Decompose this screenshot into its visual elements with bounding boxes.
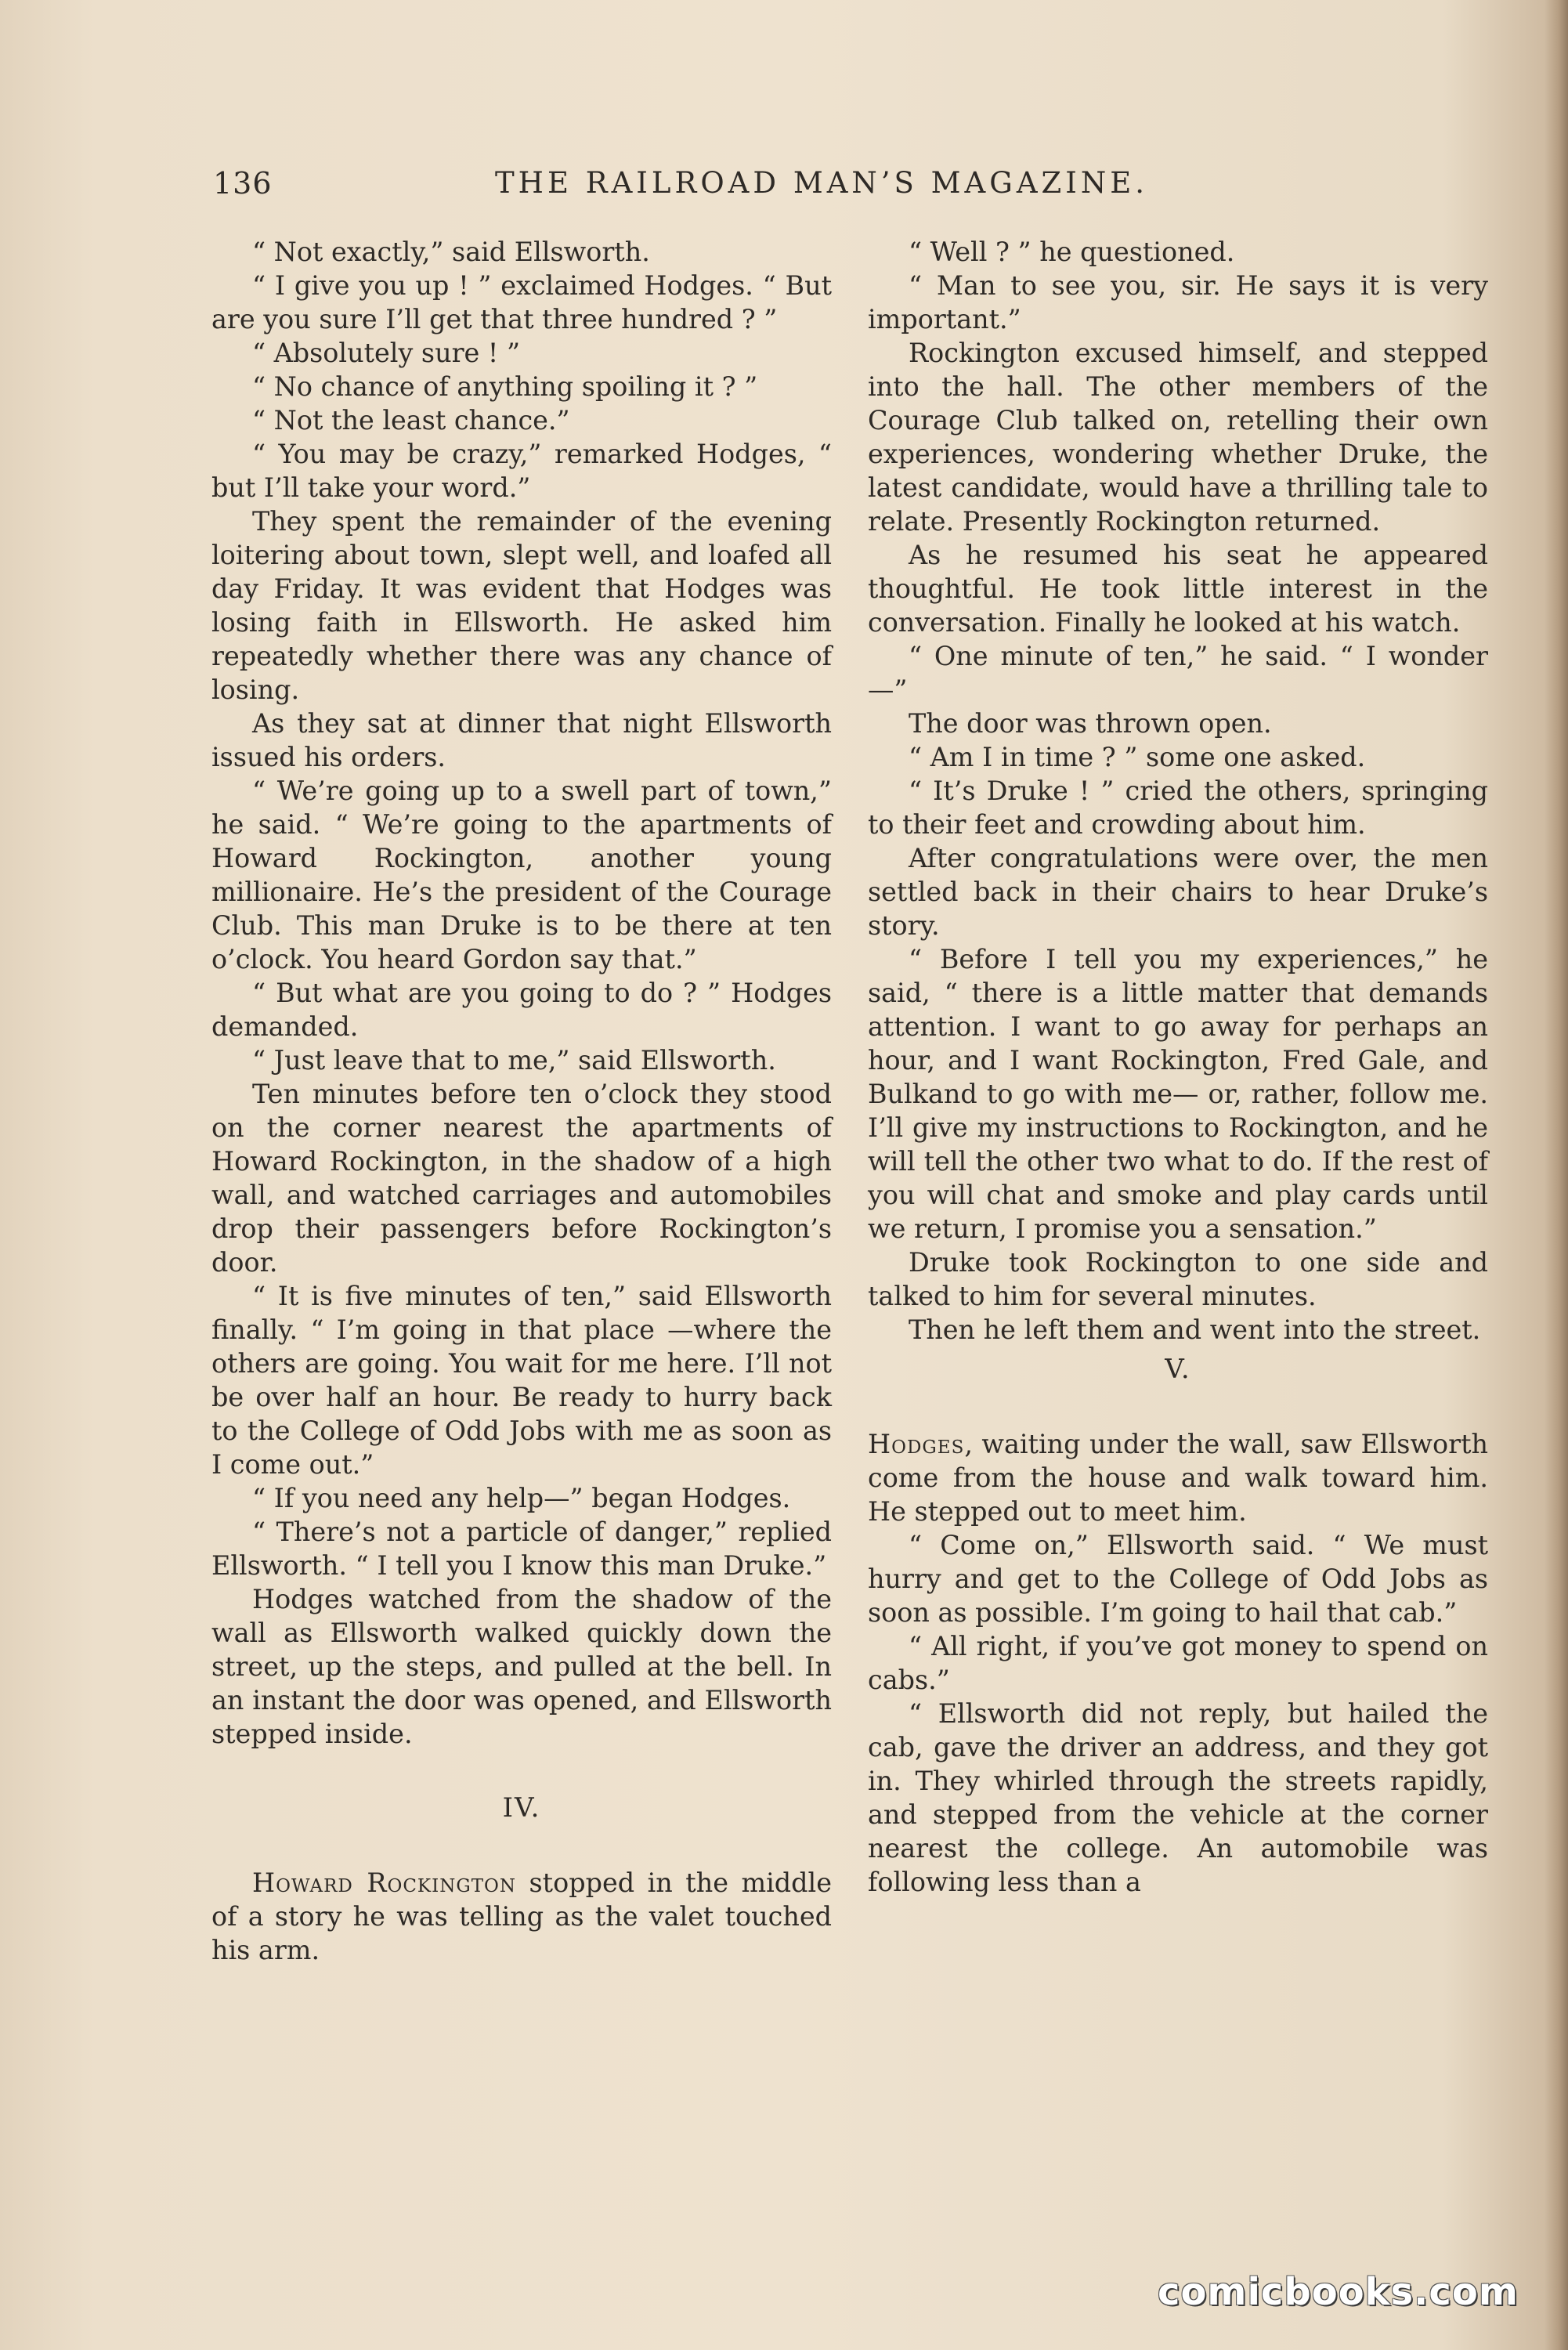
- paragraph: Then he left them and went into the street.: [909, 1314, 1481, 1345]
- paragraph: “ You may be crazy,” remarked Hodges, “ but I’ll take your word.”: [211, 439, 832, 503]
- paragraph: Druke took Rockington to one side and talked to him for several minutes.: [868, 1247, 1488, 1311]
- section-v-lead-text: , waiting under the wall, saw Ellsworth come from the house and walk toward him. He stepped out to meet him.: [868, 1429, 1488, 1527]
- paragraph: “ There’s not a particle of danger,” replied Ellsworth. “ I tell you I know this man Druke.”: [211, 1517, 832, 1581]
- paragraph: Hodges watched from the shadow of the wall as Ellsworth walked quickly down the street, up the steps, and pulled at the bell. In an instant the door was opened, and Ellsworth stepped inside.: [211, 1584, 832, 1749]
- paragraph: “ If you need any help—” began Hodges.: [252, 1483, 791, 1513]
- section-iv-lead-name: Howard Rockington: [252, 1867, 517, 1898]
- paragraph: They spent the remainder of the evening loitering about town, slept well, and loafed all day Friday. It was evident that Hodges was losing faith in Ellsworth. He asked him repeatedly whether there was any chance of losing.: [211, 506, 832, 705]
- paragraph: As he resumed his seat he appeared thoughtful. He took little interest in the conversation. Finally he looked at his watch.: [868, 540, 1488, 638]
- paragraph: “ But what are you going to do ? ” Hodges demanded.: [211, 978, 832, 1042]
- section-heading-iv: IV.: [502, 1792, 541, 1824]
- paragraph: “ Come on,” Ellsworth said. “ We must hurry and get to the College of Odd Jobs as soon as possible. I’m going to hail that cab.”: [868, 1530, 1488, 1628]
- paragraph: “ Ellsworth did not reply, but hailed the cab, gave the driver an address, and they got in. They whirled through the streets rapidly, and stepped from the vehicle at the corner nearest the college. An automobile was following less than a: [868, 1698, 1488, 1897]
- section-heading-v: V.: [1165, 1354, 1191, 1385]
- paragraph: “ Not exactly,” said Ellsworth.: [252, 237, 650, 267]
- section-iv-lead-text: stopped in the middle of a story he was telling as the valet touched his arm.: [211, 1867, 832, 1965]
- paragraph: “ We’re going up to a swell part of town,” he said. “ We’re going to the apartments of Howard Rockington, another young millionaire. He’s the president of the Courage Club. This man Druke is to be there at ten o’clock. You heard Gordon say that.”: [211, 776, 832, 974]
- paragraph: “ Absolutely sure ! ”: [252, 338, 521, 368]
- paragraph: Rockington excused himself, and stepped into the hall. The other members of the Courage Club talked on, retelling their own experiences, wondering whether Druke, the latest candidate, would have a thrilling tale to relate. Presently Rockington returned.: [868, 338, 1488, 537]
- paragraph: “ All right, if you’ve got money to spend on cabs.”: [868, 1631, 1488, 1695]
- page-number: 136: [213, 166, 273, 201]
- paragraph: After congratulations were over, the men settled back in their chairs to hear Druke’s story.: [868, 843, 1488, 941]
- section-v-lead-paragraph: [868, 1427, 1488, 1528]
- running-title: THE RAILROAD MAN’S MAGAZINE.: [495, 166, 1149, 200]
- paragraph: “ Not the least chance.”: [252, 405, 570, 436]
- paragraph: “ Before I tell you my experiences,” he said, “ there is a little matter that demands attention. I want to go away for perhaps an hour, and I want Rockington, Fred Gale, and Bulkand to go with me— or, rather, follow me. I’ll give my instructions to Rockington, and he will tell the other two what to do. If the rest of you will chat and smoke and play cards until we return, I promise you a sensation.”: [868, 944, 1488, 1244]
- left-column: [211, 235, 832, 1967]
- paragraph: “ No chance of anything spoiling it ? ”: [252, 371, 758, 402]
- section-v-lead-name: Hodges: [868, 1429, 965, 1459]
- paragraph: “ It’s Druke ! ” cried the others, springing to their feet and crowding about him.: [868, 776, 1488, 840]
- paragraph: “ It is five minutes of ten,” said Ellsworth finally. “ I’m going in that place —where the others are going. You wait for me here. I’ll not be over half an hour. Be ready to hurry back to the College of Odd Jobs with me as soon as I come out.”: [211, 1281, 832, 1480]
- section-iv-lead-paragraph: [211, 1866, 832, 1967]
- paragraph: “ Just leave that to me,” said Ellsworth.: [252, 1045, 776, 1076]
- page-edge-shadow: [1545, 0, 1568, 2350]
- paragraph: “ Am I in time ? ” some one asked.: [909, 742, 1366, 772]
- site-watermark: comicbooks.com: [1158, 2270, 1519, 2314]
- page-header: [213, 166, 1496, 213]
- right-column: [868, 235, 1488, 1899]
- paragraph: Ten minutes before ten o’clock they stood on the corner nearest the apartments of Howard Rockington, in the shadow of a high wall, and watched carriages and automobiles drop their passengers before Rockington’s door.: [211, 1079, 832, 1278]
- paragraph: “ One minute of ten,” he said. “ I wonder—”: [868, 641, 1488, 705]
- paragraph: “ I give you up ! ” exclaimed Hodges. “ But are you sure I’ll get that three hundred ? ”: [211, 270, 832, 334]
- paragraph: “ Well ? ” he questioned.: [909, 237, 1235, 267]
- paragraph: “ Man to see you, sir. He says it is very important.”: [868, 270, 1488, 334]
- paragraph: The door was thrown open.: [909, 708, 1272, 739]
- paragraph: As they sat at dinner that night Ellsworth issued his orders.: [211, 708, 832, 772]
